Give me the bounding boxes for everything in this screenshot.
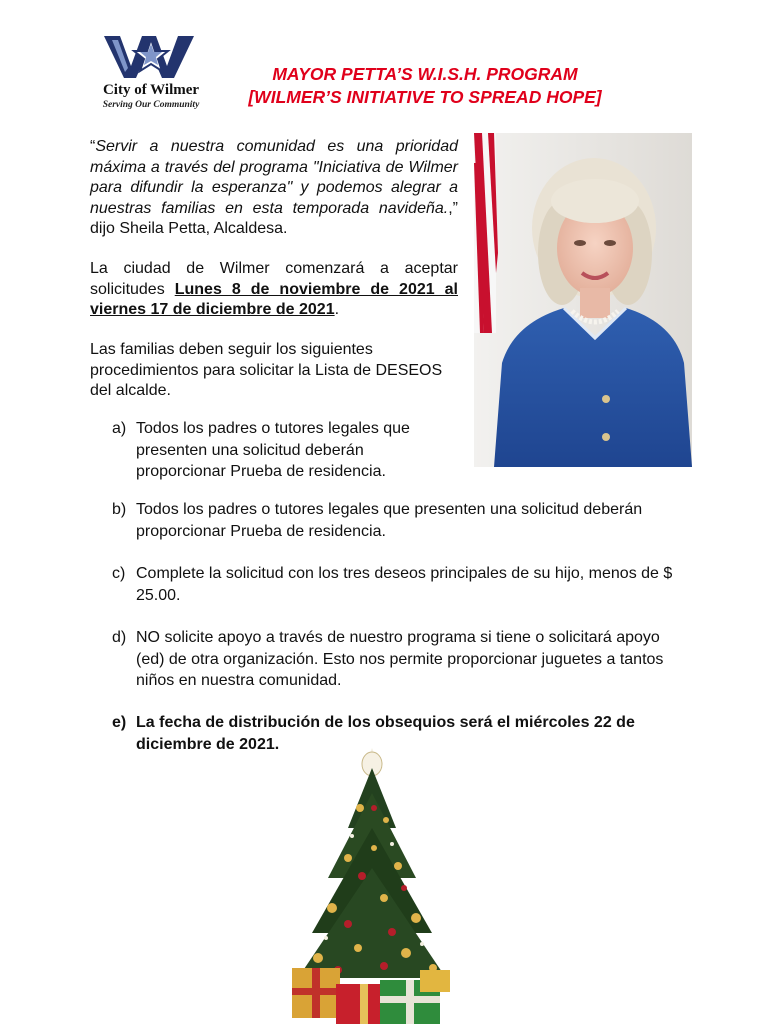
dates-intro: La ciudad de Wilmer comenzará a aceptar solicitudes (90, 260, 458, 298)
procedures-intro: Las familias deben seguir los siguientes procedimientos para solicitar la Lista de DESEOS del alcalde. (90, 341, 443, 399)
list-item-text: Complete la solicitud con los tres deseos principales de su hijo, menos de $ 25.00. (136, 565, 673, 604)
portrait-photo (474, 133, 692, 467)
christmas-tree-icon (288, 748, 456, 1024)
quote-attribution: ,” dijo Sheila Petta, Alcaldesa. (90, 199, 458, 237)
list-item-label: b) (112, 501, 127, 518)
quote-open-mark: “ (90, 138, 96, 155)
dates-range: Lunes 8 de noviembre de 2021 al viernes 17 de diciembre de 2021 (90, 280, 458, 318)
list-item-text: Todos los padres o tutores legales que presenten una solicitud deberán proporcionar Prueba de residencia. (136, 501, 643, 540)
application-dates (90, 259, 458, 321)
list-item-text: Todos los padres o tutores legales que presenten una solicitud deberán proporcionar Prueba de residencia. (136, 420, 410, 480)
mayor-portrait-photo (474, 133, 692, 467)
list-item-label: d) (112, 629, 127, 646)
logo-city-name: City of Wilmer (102, 82, 200, 98)
program-title: MAYOR PETTA’S W.I.S.H. PROGRAM (272, 64, 578, 84)
logo-tagline: Serving Our Community (102, 100, 200, 110)
list-item-text: NO solicite apoyo a través de nuestro programa si tiene o solicitará apoyo (ed) de otra organización. Esto nos permite proporcionar juguetes a tantos niños en nuestra comunidad. (136, 629, 664, 689)
dates-end: . (334, 301, 340, 318)
flag-icon (474, 133, 498, 333)
christmas-tree-image (288, 748, 456, 1024)
wilmer-w-star-icon (104, 34, 198, 80)
quote-text: Servir a nuestra comunidad es una prioridad máxima a través del programa "Iniciativa de Wilmer para difundir la esperanza" y podemos alegrar a nuestras familias en esta temporada navideña. (90, 138, 458, 217)
list-item-label: e) (112, 714, 127, 731)
program-subtitle: [WILMER’S INITIATIVE TO SPREAD HOPE] (248, 87, 602, 107)
list-item-text: La fecha de distribución de los obsequios será el miércoles 22 de diciembre de 2021. (136, 714, 635, 753)
list-item-label: c) (112, 565, 126, 582)
list-item-label: a) (112, 420, 127, 437)
city-logo (96, 34, 206, 114)
mayor-quote (90, 137, 458, 240)
